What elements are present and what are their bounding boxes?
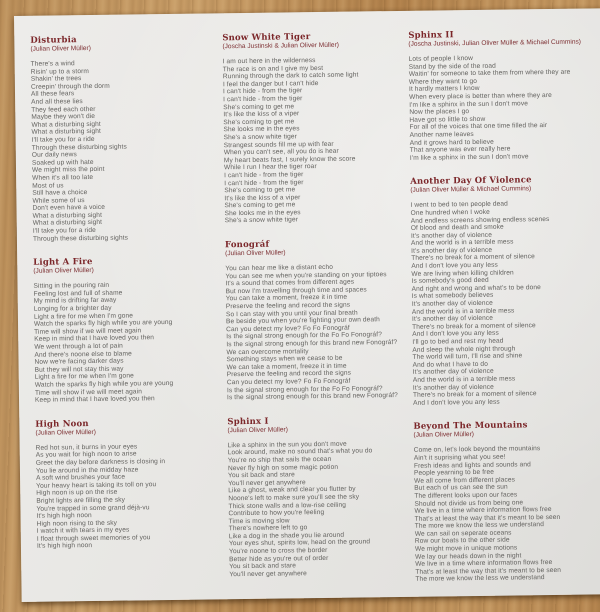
lyric-line: Still have a choice	[32, 189, 88, 197]
lyric-line: Row our boats to the other side	[414, 537, 510, 546]
song-lyrics	[414, 445, 600, 584]
lyric-line: It's another day of violence	[412, 368, 494, 377]
lyric-line: When you can't see, all you do is hear	[223, 147, 339, 157]
lyric-line: While some of us	[32, 196, 85, 205]
lyric-line: Something stays when we cease to be	[226, 354, 343, 364]
lyric-line: What a disturbing sight	[31, 128, 101, 137]
song-section	[33, 257, 227, 405]
lyric-line: The different looks upon our faces	[414, 491, 518, 500]
lyric-line: We might move in unique motions	[414, 544, 518, 553]
lyric-line: You can see me when you're standing on your tiptoes	[225, 270, 387, 280]
lyric-line: The more we know the less we understand	[415, 574, 545, 584]
lyric-line: I can't hide - from the tiger	[224, 178, 304, 187]
song-section	[222, 32, 410, 225]
lyric-line: We live in a time where information flows free	[414, 506, 552, 515]
lyric-line: And the world is in a terrible mess	[412, 375, 516, 384]
lyric-line: Bright lights are filling the sky	[36, 496, 126, 505]
lyric-line: Our daily news	[31, 151, 77, 159]
lyric-line: Like a dog in the shade you lie around	[228, 531, 345, 541]
lyric-line: We can sail on seperate oceans	[414, 529, 512, 538]
lyric-line: It's another day of violence	[412, 383, 494, 392]
song-title: Light A Fire	[33, 257, 93, 269]
lyric-line: It's another day of violence	[411, 314, 494, 324]
lyrics-column-1	[30, 34, 229, 601]
lyric-line: You can take a moment, freeze it in time	[225, 294, 348, 303]
lyric-line: That's at least the way that it's meant to be seen	[414, 513, 561, 523]
lyric-line: Fresh ideas and lights and sounds and	[413, 460, 531, 470]
lyric-line: Thick stone walls and a low-rise ceiling	[228, 501, 347, 510]
song-section	[408, 29, 600, 162]
lyric-line: There's no break for a moment of silence	[412, 390, 537, 399]
song-credit: (Joscha Justinski & Julian Oliver Müller)	[222, 41, 339, 51]
lyric-line: It's another day of violence	[410, 231, 492, 240]
lyric-line: Watch the sparks fly high while you are young	[33, 319, 173, 328]
lyric-line: She looks me in the eyes	[224, 209, 301, 218]
lyric-line: What a disturbing sight	[31, 120, 101, 129]
lyric-line: You sit back and stare	[229, 562, 297, 571]
lyric-line: It's another day of violence	[411, 246, 493, 255]
song-credit: (Julian Oliver Müller)	[227, 426, 288, 434]
lyric-line: She's coming to get me	[224, 186, 296, 195]
lyric-line: There's nowhere left to go	[228, 524, 308, 533]
lyric-line: While I run I hear the tiger roar	[223, 163, 317, 172]
lyric-line: There's no break for a moment of silence	[411, 253, 535, 263]
lyric-line: Watch the sparks fly high while you are young	[34, 379, 174, 389]
lyric-line: When it's all too late	[32, 173, 94, 182]
lyric-line: And sleep the whole night through	[412, 345, 516, 354]
lyric-line: We all come from different places	[414, 476, 516, 485]
lyric-line: What a disturbing sight	[32, 219, 103, 228]
lyric-line: The world will turn, I'll rise and shine	[412, 352, 523, 362]
song-credit: (Julian Oliver Müller & Michael Cummins)	[410, 185, 532, 195]
lyric-line: You're noone to cross the border	[228, 547, 328, 556]
lyric-line: When every place is better than where they are	[409, 91, 552, 101]
lyric-line: Should not divide us from being one	[414, 498, 524, 508]
lyric-line: She's coming to get me	[223, 118, 295, 127]
lyrics-sheet	[14, 8, 600, 602]
lyric-line: Ain't it suprising what you see!	[413, 453, 506, 462]
song-title: Snow White Tiger	[222, 32, 311, 44]
lyric-line: Is the signal strong enough for this brand new Fonográf?	[226, 392, 398, 402]
song-title: Fonográf	[224, 239, 270, 251]
lyric-line: And right and wrong and what's to be done	[411, 283, 541, 293]
lyric-line: As you wait for high noon to arise	[35, 450, 137, 460]
lyric-line: You lie around in the midday haze	[35, 465, 139, 475]
lyric-line: I'm like a sphinx in the sun I don't move	[409, 152, 529, 162]
lyric-line: You sit back and stare	[227, 471, 295, 480]
song-credit: (Julian Oliver Müller)	[225, 249, 286, 258]
lyric-line: It's another day of violence	[411, 299, 493, 308]
song-section	[35, 418, 229, 551]
lyric-line: Is somebody's good deed	[411, 277, 489, 286]
lyric-line: My heart beats fast, I surely know the score	[223, 155, 356, 164]
lyric-line: Noone's left to make sure you'll see the sky	[228, 493, 360, 503]
lyric-line: Of blood and death and smoke	[410, 223, 504, 232]
song-credit: (Julian Oliver Müller)	[30, 44, 91, 53]
lyric-line: We went through a lot of pain	[34, 342, 123, 351]
lyric-line: Can you detect my love? Fo Fo Fonográf	[226, 377, 351, 387]
lyric-line: It's like the kiss of a viper	[223, 110, 300, 119]
lyric-line: I'll take you for a ride	[31, 135, 95, 144]
lyric-line: We can take a moment, freeze it in time	[226, 362, 347, 372]
lyric-line: I can't hide - from the tiger	[223, 95, 303, 104]
lyric-line: And I don't love you any less	[413, 398, 500, 407]
lyric-line: That anyone was ever really here	[409, 145, 511, 154]
lyric-line: I can't hide - from the tiger	[222, 87, 303, 96]
lyric-line: Is what somebody believes	[411, 292, 494, 301]
lyric-line: Light a fire for me when I'm gone	[33, 312, 134, 321]
lyric-line: You're trapped in some grand déjà-vu	[36, 503, 150, 513]
song-lyrics	[33, 281, 227, 405]
lyric-line: For all of the voices that one time filled the air	[409, 122, 548, 132]
lyric-line: Now the places I go	[409, 108, 470, 116]
lyric-line: But they will not stay this way	[34, 365, 124, 374]
lyric-line: And the world is in a terrible mess	[411, 307, 515, 316]
lyric-line: Greet the day before darkness is closing in	[35, 457, 166, 467]
lyric-line: High noon is up on the rise	[36, 489, 118, 498]
lyric-line: Never fly high on some magic potion	[227, 463, 339, 472]
song-credit: (Julian Oliver Müller)	[413, 431, 475, 440]
lyric-line: We can overcome mortality	[226, 347, 309, 356]
lyric-line: Have got so little to show	[409, 115, 486, 124]
lyric-line: Keep in mind that I have loved you then	[34, 334, 155, 344]
lyric-line: But now I'm travelling through time and spaces	[225, 286, 367, 296]
song-title: Sphinx I	[227, 416, 269, 427]
lyric-line: A soft wind brushes your face	[36, 473, 126, 482]
song-section	[30, 34, 225, 243]
lyric-line: Time will show if we will meet again	[34, 387, 143, 397]
lyric-line: Another name leaves	[409, 130, 474, 139]
lyric-line: Risin' up to a storm	[30, 67, 90, 76]
lyric-line: You're no ship that sails the ocean	[227, 455, 332, 465]
lyric-line: So I can stay with you until your final breath	[225, 309, 358, 318]
lyric-line: And it grows hard to believe	[409, 138, 494, 147]
lyric-line: What a disturbing sight	[32, 211, 103, 220]
lyric-line: Lots of people I know	[408, 54, 474, 63]
lyric-line: I'm like a sphinx in the sun I don't move	[409, 99, 529, 109]
lyric-line: Most of us	[32, 181, 64, 190]
lyric-line: Through these disturbing sights	[32, 234, 129, 243]
lyric-line: She's coming to get me	[224, 201, 296, 210]
lyric-line: That's at least the way that it's meant to be seen	[415, 566, 562, 576]
lyric-line: Time is moving slow	[228, 517, 290, 525]
lyric-line: And the world is in a terrible mess	[410, 238, 514, 248]
song-lyrics	[31, 58, 225, 243]
lyric-line: Contribute to how you're feeling	[228, 509, 325, 518]
lyric-line: Is the signal strong enough for this brand new Fonográf?	[226, 339, 398, 349]
lyric-line: You'll never get anywhere	[229, 570, 307, 579]
song-section	[413, 421, 600, 584]
lyric-line: Like a ghost, weak and clear you flutter by	[228, 485, 356, 495]
lyric-line: She's a snow white tiger	[223, 133, 297, 142]
lyric-line: Preserve the feeling and record the signs	[225, 301, 351, 311]
song-title: Sphinx II	[408, 30, 454, 41]
lyric-line: We lay our heads down in the night	[415, 552, 522, 561]
lyric-line: All these fears	[30, 90, 75, 99]
lyric-line: We might miss the point	[31, 166, 105, 175]
lyric-line: Is the signal strong enough for the Fo Fo Fonográf?	[226, 331, 383, 341]
lyric-line: Red hot sun, it burns in your eyes	[35, 443, 138, 452]
lyric-line: Your eyes shut, spirits low, head on the ground	[228, 538, 371, 548]
lyric-line: The race is on and I give my best	[222, 64, 324, 73]
lyric-line: It's high high noon	[36, 542, 93, 551]
lyric-line: We are living when killing children	[411, 269, 514, 278]
song-title: Beyond The Mountains	[413, 420, 528, 433]
song-lyrics	[410, 200, 600, 408]
song-section	[410, 176, 600, 408]
lyric-line: Keep in mind that I have loved you then	[34, 395, 155, 404]
song-lyrics	[36, 442, 229, 551]
lyric-line: My mind is drifting far away	[33, 297, 117, 306]
lyric-line: Through these disturbing sights	[31, 143, 127, 152]
lyric-line: It's like the kiss of a viper	[224, 193, 301, 202]
lyric-line: She's coming to get me	[223, 102, 295, 111]
lyric-line: Sitting in the pouring rain	[33, 282, 110, 291]
lyric-line: Come on, let's look beyond the mountains	[413, 445, 541, 455]
lyric-line: She's a snow white tiger	[224, 216, 299, 225]
song-credit: (Joscha Justinski, Julian Oliver Müller & Michael Cummins)	[408, 38, 582, 48]
lyric-line: And there's noone else to blame	[34, 350, 132, 359]
song-credit: (Julian Oliver Müller)	[35, 428, 96, 437]
lyric-line: Look around, make no sound that's what you do	[227, 447, 373, 457]
lyric-line: But each of us can see the sun	[414, 483, 508, 493]
lyric-line: There's a wind	[30, 60, 75, 68]
lyric-line: And I don't love you any less	[412, 330, 499, 339]
lyric-line: It's a sound that comes from different ages	[225, 278, 355, 288]
lyric-line: One hundred when I woke	[410, 208, 490, 217]
lyric-line: I'll go to bed and rest my head	[412, 337, 504, 346]
lyric-line: Shakin' the trees	[30, 75, 82, 83]
lyric-line: I went to bed to ten people dead	[410, 200, 508, 210]
lyric-line: Time will show if we will meet again	[34, 327, 142, 336]
song-section	[225, 239, 413, 402]
lyric-line: Where they want to go	[408, 77, 478, 86]
lyric-line: I float through sweet memories of you	[36, 534, 151, 543]
lyric-line: Preserve the feeling and record the signs	[226, 369, 352, 379]
song-lyrics	[223, 56, 411, 225]
lyric-line: Longing for a brighter day	[33, 304, 112, 313]
lyric-line: High noon rising to the sky	[36, 519, 118, 528]
lyric-line: Light a fire for me when I'm gone	[34, 372, 134, 382]
lyrics-column-2	[222, 32, 415, 599]
lyric-line: She looks me in the eyes	[223, 125, 300, 134]
song-title: Disturbia	[30, 35, 77, 46]
song-section	[227, 416, 415, 579]
lyric-line: Waitin' for someone to take them from where they are	[408, 68, 571, 79]
song-title: High Noon	[35, 418, 89, 430]
lyric-line: Don't even have a voice	[32, 204, 106, 213]
lyric-line: The more we know the less we understand	[414, 521, 545, 531]
lyric-line: Feeling lost and full of shame	[33, 289, 123, 298]
lyric-line: It hardly matters I know	[408, 85, 480, 94]
lyric-line: I feel the danger but I can't hide	[222, 79, 319, 89]
lyric-line: And do what I have to do	[412, 360, 489, 369]
song-lyrics	[228, 440, 416, 579]
lyric-line: And I don't love you any less	[411, 261, 498, 270]
lyric-line: Running through the dark to catch some light	[222, 71, 359, 81]
lyric-line: I watch it with tears in my eyes	[36, 526, 130, 536]
lyric-line: Maybe they won't die	[31, 113, 96, 121]
lyric-line: Can you detect my love? Fo Fo Fonográf	[226, 324, 350, 334]
lyric-line: You can hear me like a distant echo	[225, 263, 334, 273]
lyric-line: Your heavy heart is taking its toll on you	[36, 480, 157, 490]
lyric-line: People yearning to be free	[413, 468, 495, 477]
lyric-line: Is the signal strong enough for the Fo Fo Fonográf?	[226, 384, 383, 394]
lyric-line: I can't hide - from the tiger	[224, 171, 304, 180]
lyric-line: And all these lies	[31, 98, 83, 106]
lyric-line: Be beside you when you're fighting your own death	[225, 316, 380, 326]
lyrics-column-3	[408, 29, 600, 597]
lyric-line: I am out here in the wilderness	[222, 57, 316, 66]
lyric-line: Strangest sounds fill me up with fear	[223, 140, 334, 149]
lyric-line: They feed each other	[31, 105, 96, 114]
song-credit: (Julian Oliver Müller)	[33, 267, 94, 276]
lyric-line: Like a sphinx in the sun you don't move	[227, 440, 347, 449]
lyric-line: Creepin' through the dorm	[30, 82, 110, 91]
lyric-line: Soaked up with hate	[31, 158, 94, 167]
lyric-line: Better hide as you're out of order	[229, 554, 329, 563]
song-title: Another Day Of Violence	[410, 175, 532, 188]
lyric-line: Now we're facing darker days	[34, 357, 124, 366]
lyric-line: We live in a time where information flows free	[415, 559, 553, 569]
lyric-line: Stand by the side of the road	[408, 62, 496, 71]
lyric-line: You'll never get anywhere	[228, 478, 306, 487]
song-lyrics	[409, 53, 600, 162]
lyric-line: I'll take you for a ride	[32, 227, 96, 235]
lyric-line: There's no break for a moment of silence	[412, 322, 536, 331]
lyric-line: It's high high noon	[36, 512, 92, 520]
lyric-line: And endless screens showing endless scenes	[410, 215, 550, 225]
song-lyrics	[225, 263, 413, 402]
